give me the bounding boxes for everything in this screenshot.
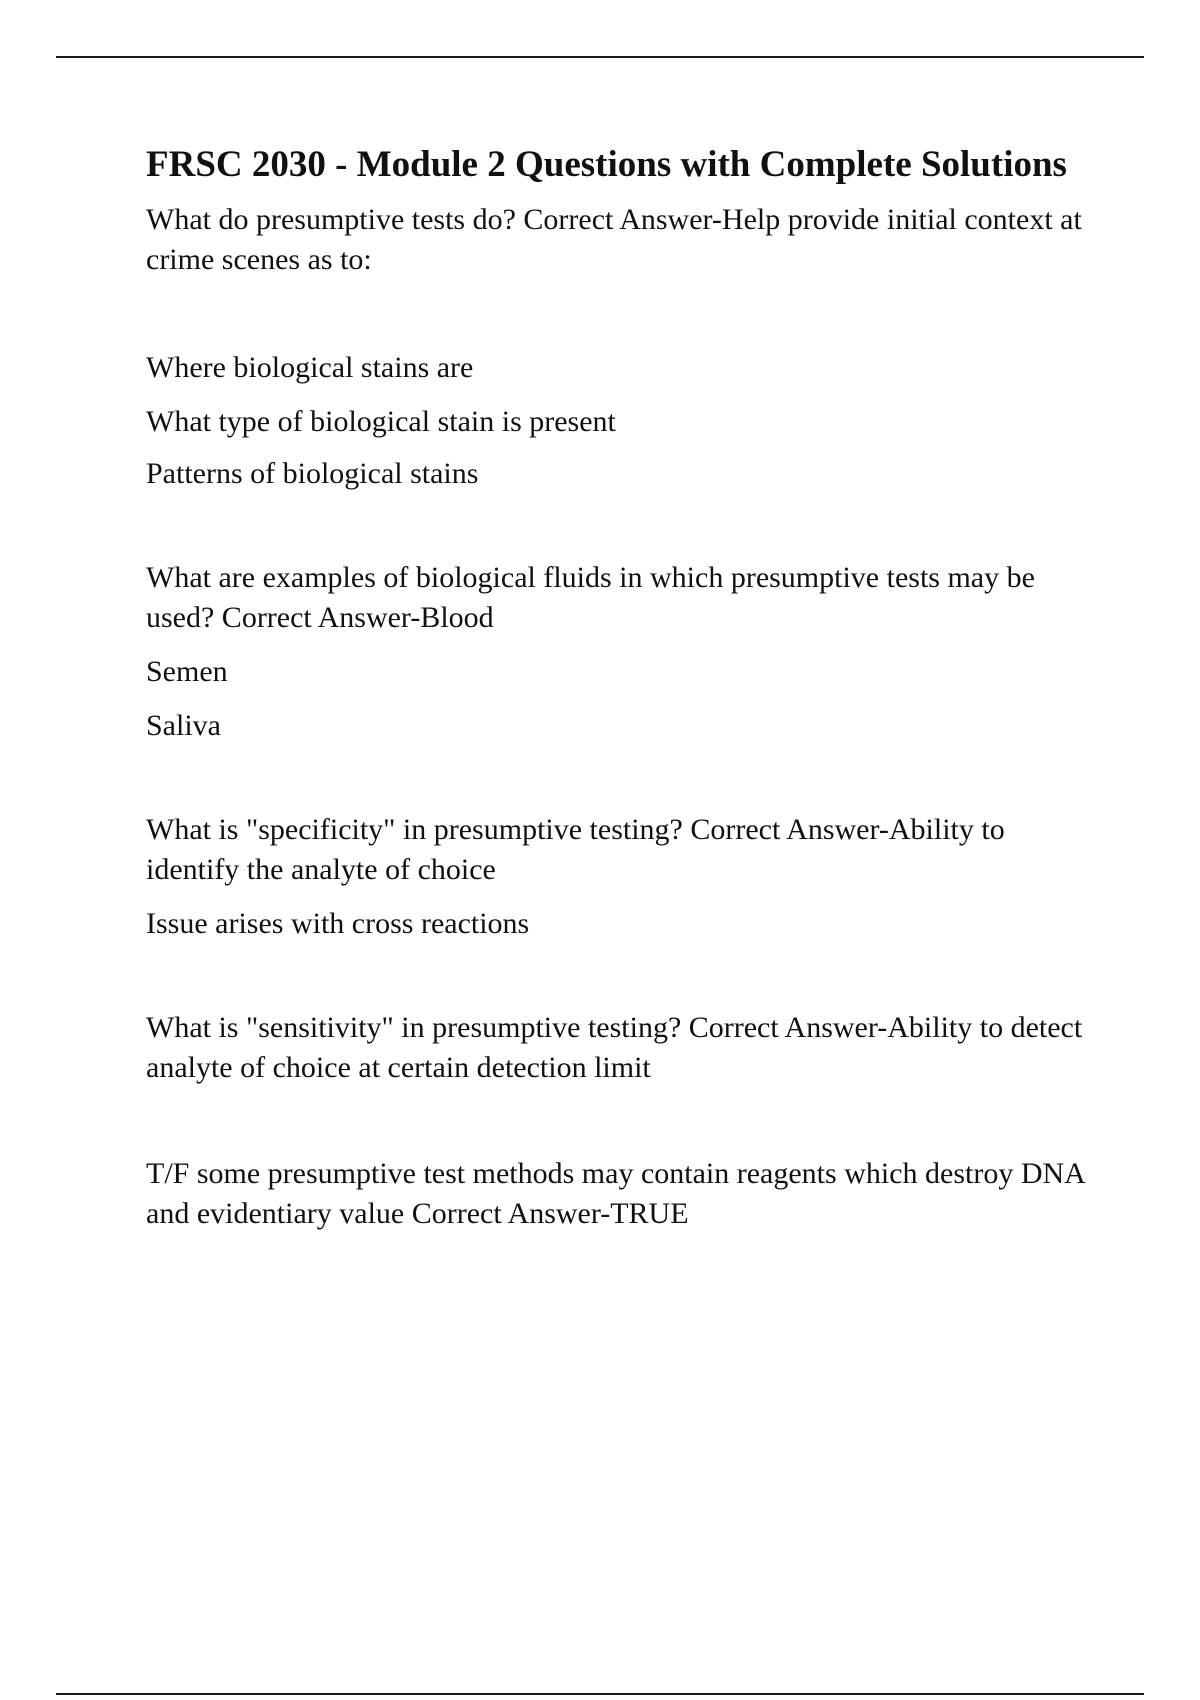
answer-detail: Where biological stains are — [146, 351, 474, 384]
qa-item-2 — [146, 558, 1086, 746]
answer-detail: Patterns of biological stains — [146, 457, 479, 490]
document-body — [146, 140, 1086, 1234]
answer-detail: Semen — [146, 655, 228, 688]
qa-item-5 — [146, 1154, 1086, 1234]
answer-detail: What type of biological stain is present — [146, 405, 616, 438]
question-1: What do presumptive tests do? Correct Answer-Help provide initial context at crime scenes as to: — [146, 203, 1082, 276]
header-rule — [56, 56, 1144, 58]
answer-detail: Issue arises with cross reactions — [146, 907, 530, 940]
question-3: What is "specificity" in presumptive testing? Correct Answer-Ability to identify the analyte of choice — [146, 813, 1005, 886]
document-title: FRSC 2030 - Module 2 Questions with Complete Solutions — [146, 144, 1067, 185]
question-2: What are examples of biological fluids in which presumptive tests may be used? Correct Answer-Blood — [146, 561, 1035, 634]
qa-item-3 — [146, 810, 1086, 944]
answer-detail: Saliva — [146, 709, 221, 742]
question-4: What is "sensitivity" in presumptive testing? Correct Answer-Ability to detect analyte of choice at certain detection limit — [146, 1011, 1083, 1084]
footer-rule — [56, 1693, 1144, 1695]
question-5: T/F some presumptive test methods may contain reagents which destroy DNA and evidentiary value Correct Answer-TRUE — [146, 1157, 1085, 1230]
qa-item-4 — [146, 1008, 1086, 1088]
qa-item-1 — [146, 200, 1086, 494]
